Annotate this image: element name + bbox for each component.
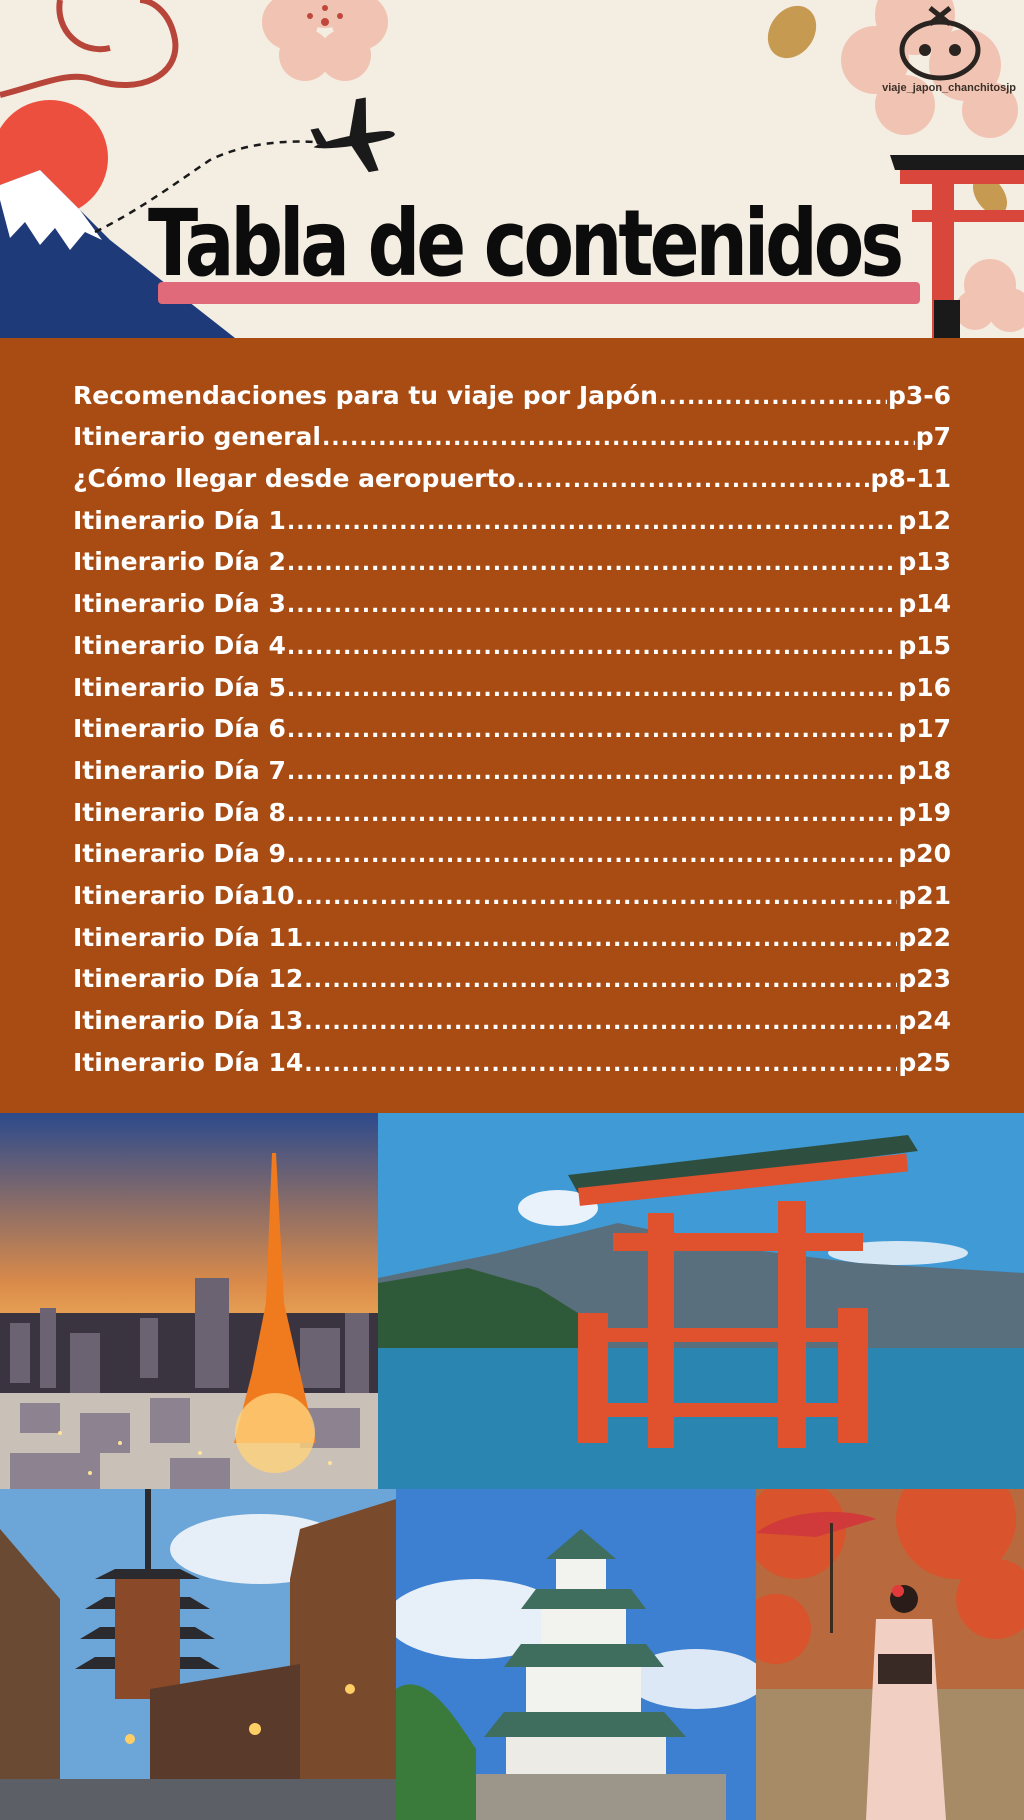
toc-entry-page: p23: [898, 964, 951, 994]
toc-leader-dots: [322, 419, 915, 451]
toc-entry-page: p18: [898, 755, 951, 785]
toc-entry: [73, 535, 951, 577]
toc-leader-dots: [287, 795, 897, 827]
toc-entry: [73, 410, 951, 452]
toc-entry: [73, 660, 951, 702]
toc-entry: [73, 618, 951, 660]
toc-entry-title: Itinerario Día 4: [73, 630, 286, 660]
toc-entry-title: Itinerario Día 3: [73, 589, 286, 619]
header-banner: [0, 0, 1024, 338]
toc-leader-dots: [304, 1003, 897, 1035]
toc-leader-dots: [304, 920, 897, 952]
toc-entry-title: ¿Cómo llegar desde aeropuerto: [73, 464, 516, 494]
toc-entry-title: Itinerario Día 13: [73, 1006, 304, 1035]
toc-entry-title: Recomendaciones para tu viaje por Japón: [73, 380, 658, 410]
toc-entry: [73, 1035, 951, 1077]
toc-leader-dots: [287, 836, 897, 868]
toc-entry: [73, 451, 951, 493]
toc-entry-page: p21: [898, 880, 951, 910]
toc-entry-page: p8-11: [870, 464, 951, 494]
toc-entry-title: Itinerario Día 2: [73, 547, 286, 577]
toc-leader-dots: [304, 961, 897, 993]
leaf-icon: [758, 0, 826, 68]
toc-entry-page: p22: [898, 922, 951, 952]
toc-entry-page: p17: [898, 714, 951, 744]
sakura-flower-icon: [262, 0, 388, 81]
toc-leader-dots: [304, 1045, 897, 1077]
toc-entry-title: Itinerario Día 12: [73, 964, 304, 994]
toc-leader-dots: [287, 670, 897, 702]
airplane-icon: [307, 94, 401, 181]
toc-entry: [73, 493, 951, 535]
toc-entry-page: p14: [898, 589, 951, 619]
toc-entry: [73, 576, 951, 618]
toc-entry: [73, 868, 951, 910]
toc-entry: [73, 368, 951, 410]
photo-osaka-castle: [396, 1489, 756, 1820]
toc-leader-dots: [287, 544, 897, 576]
toc-leader-dots: [517, 461, 870, 493]
toc-entry-page: p13: [898, 547, 951, 577]
toc-entry-title: Itinerario Día 1: [73, 505, 286, 535]
photo-kimono-autumn: [756, 1489, 1024, 1820]
photo-tokyo-tower: [0, 1113, 378, 1489]
toc-entry-page: p7: [915, 422, 951, 452]
table-of-contents: [0, 338, 1024, 1113]
toc-entry-title: Itinerario Día10: [73, 880, 295, 910]
photo-kyoto-pagoda: [0, 1489, 396, 1820]
toc-entry-title: Itinerario Día 6: [73, 714, 286, 744]
toc-entry: [73, 702, 951, 744]
toc-entry-page: p16: [898, 672, 951, 702]
toc-entry-page: p20: [898, 839, 951, 869]
toc-entry-page: p15: [898, 630, 951, 660]
toc-entry-title: Itinerario general: [73, 422, 321, 452]
toc-entry: [73, 743, 951, 785]
toc-entry: [73, 952, 951, 994]
toc-leader-dots: [287, 628, 897, 660]
toc-entry: [73, 785, 951, 827]
swirl-ornament: [0, 0, 175, 95]
toc-entry: [73, 827, 951, 869]
toc-leader-dots: [287, 711, 897, 743]
toc-entry-title: Itinerario Día 11: [73, 922, 304, 952]
toc-leader-dots: [287, 753, 897, 785]
toc-leader-dots: [296, 878, 898, 910]
toc-entry-page: p19: [898, 797, 951, 827]
toc-entry-title: Itinerario Día 9: [73, 839, 286, 869]
toc-entry: [73, 910, 951, 952]
toc-list: [73, 368, 951, 1077]
photo-itsukushima-torii: [378, 1113, 1024, 1489]
brand-handle: viaje_japon_chanchitosjp: [882, 82, 1016, 94]
toc-entry-page: p25: [898, 1047, 951, 1077]
toc-leader-dots: [287, 586, 897, 618]
toc-leader-dots: [287, 503, 897, 535]
toc-entry-title: Itinerario Día 7: [73, 755, 286, 785]
toc-leader-dots: [659, 378, 887, 410]
toc-entry-title: Itinerario Día 5: [73, 672, 286, 702]
toc-entry: [73, 993, 951, 1035]
toc-entry-page: p12: [898, 505, 951, 535]
page-title: Tabla de contenidos: [148, 190, 901, 297]
toc-entry-title: Itinerario Día 8: [73, 797, 286, 827]
toc-entry-page: p3-6: [887, 380, 951, 410]
toc-entry-title: Itinerario Día 14: [73, 1047, 304, 1077]
toc-entry-page: p24: [898, 1006, 951, 1035]
